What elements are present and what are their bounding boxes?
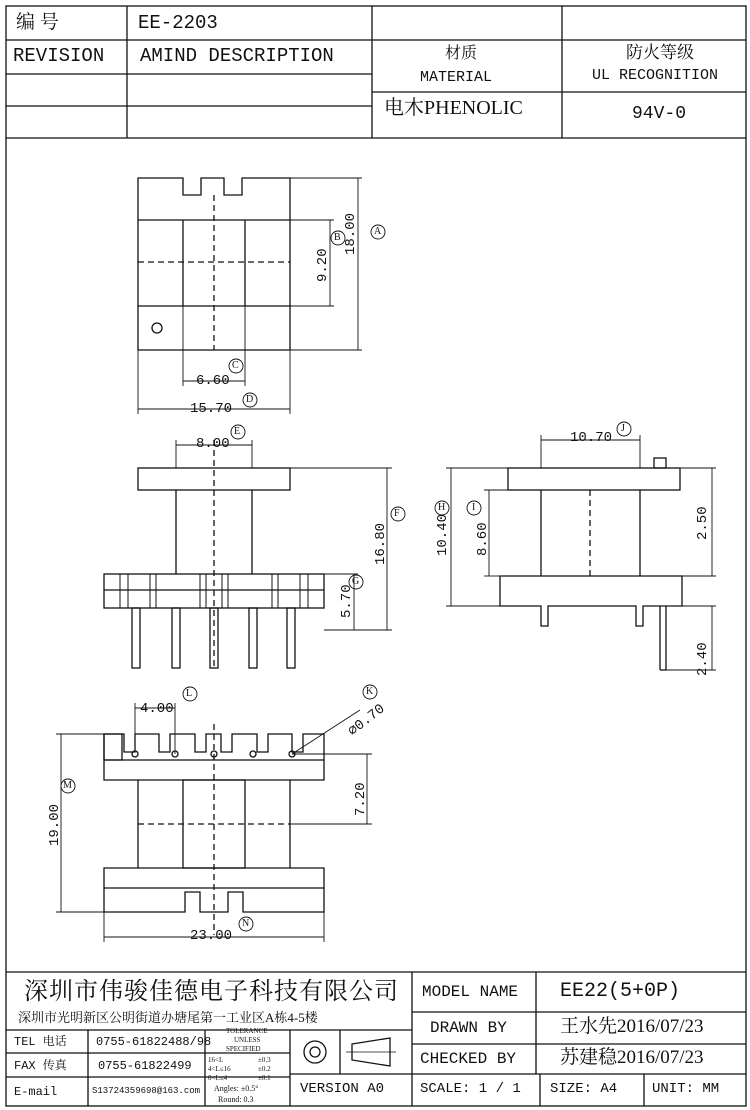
drawn-value: 王水先2016/07/23 — [560, 1016, 704, 1037]
tolerance-line-3: SPECIFIED — [226, 1045, 261, 1053]
dim-b: 9.20 — [315, 248, 331, 282]
dim-h: 10.40 — [435, 513, 451, 556]
dim-i: 8.60 — [475, 522, 491, 556]
material-cn: 材质 — [445, 45, 478, 62]
view-bottom — [56, 703, 372, 942]
tol-value-3: ±0.1 — [258, 1074, 271, 1082]
amend-label: AMIND DESCRIPTION — [140, 45, 334, 67]
fax-value: 0755-61822499 — [98, 1059, 192, 1073]
view-top — [138, 178, 362, 417]
dim-g: 5.70 — [339, 584, 355, 618]
marker-i: I — [472, 502, 476, 513]
dim-k: ⌀0.70 — [345, 701, 389, 740]
size-label: SIZE: A4 — [550, 1081, 618, 1097]
dim-k1: 2.50 — [695, 506, 711, 540]
dim-l: 4.00 — [140, 701, 174, 717]
dim-c: 6.60 — [196, 373, 230, 389]
dim-f: 16.80 — [373, 522, 389, 565]
scale-label: SCALE: 1 / 1 — [420, 1081, 521, 1097]
drawn-label: DRAWN BY — [430, 1019, 507, 1037]
marker-m: M — [63, 780, 72, 791]
marker-e: E — [234, 426, 241, 437]
marker-j: J — [621, 423, 625, 434]
material-value: 电木PHENOLIC — [384, 97, 523, 119]
dim-markers — [61, 225, 631, 931]
dim-n: 23.00 — [190, 928, 233, 944]
dim-a: 18.00 — [343, 212, 359, 255]
code-value: EE-2203 — [138, 12, 218, 34]
dim-k2: 2.40 — [695, 642, 711, 676]
material-en: MATERIAL — [420, 69, 493, 86]
marker-h: H — [438, 502, 446, 513]
dim-j: 10.70 — [570, 430, 613, 446]
tol-value-1: ±0.3 — [258, 1056, 271, 1064]
checked-value: 苏建稳2016/07/23 — [560, 1047, 704, 1068]
marker-n: N — [242, 918, 250, 929]
marker-c: C — [232, 360, 239, 371]
checked-label: CHECKED BY — [420, 1050, 517, 1068]
model-value: EE22(5+0P) — [560, 980, 681, 1003]
revision-label: REVISION — [13, 45, 105, 67]
ul-value: 94V-0 — [632, 104, 687, 124]
tel-value: 0755-61822488/98 — [96, 1035, 212, 1049]
marker-l: L — [186, 688, 193, 699]
view-front — [104, 440, 392, 670]
dim-e: 8.00 — [196, 436, 230, 452]
marker-b: B — [334, 232, 341, 243]
fax-label: FAX 传真 — [14, 1059, 67, 1073]
dim-p: 7.20 — [353, 782, 369, 816]
tol-value-2: ±0.2 — [258, 1065, 271, 1073]
marker-a: A — [374, 226, 382, 237]
tol-range-3: 0<L≤4 — [208, 1074, 228, 1082]
tol-range-1: 16<L — [208, 1056, 224, 1064]
tolerance-line-1: TOLERANCE — [226, 1027, 268, 1035]
round-tolerance: Round: 0.3 — [218, 1095, 254, 1104]
dim-m: 19.00 — [47, 803, 63, 846]
unit-label: UNIT: MM — [652, 1081, 720, 1097]
email-value: S13724359698@163.com — [92, 1086, 201, 1096]
model-label: MODEL NAME — [422, 983, 519, 1001]
marker-f: F — [394, 508, 400, 519]
ul-cn: 防火等级 — [626, 43, 694, 62]
tolerance-line-2: UNLESS — [234, 1036, 261, 1044]
email-label: E-mail — [14, 1085, 58, 1099]
angles-tolerance: Angles: ±0.5° — [214, 1084, 259, 1093]
tol-range-2: 4<L≤16 — [208, 1065, 231, 1073]
company-name: 深圳市伟骏佳德电子科技有限公司 — [24, 979, 399, 1005]
ul-en: UL RECOGNITION — [592, 67, 719, 84]
marker-k: K — [366, 686, 374, 697]
tel-label: TEL 电话 — [14, 1035, 67, 1049]
dim-d: 15.70 — [190, 401, 233, 417]
company-address: 深圳市光明新区公明街道办塘尾第一工业区A栋4-5楼 — [18, 1010, 318, 1025]
marker-d: D — [246, 394, 254, 405]
marker-g: G — [352, 576, 360, 587]
code-label: 编 号 — [16, 12, 59, 33]
version-label: VERSION A0 — [300, 1081, 385, 1097]
